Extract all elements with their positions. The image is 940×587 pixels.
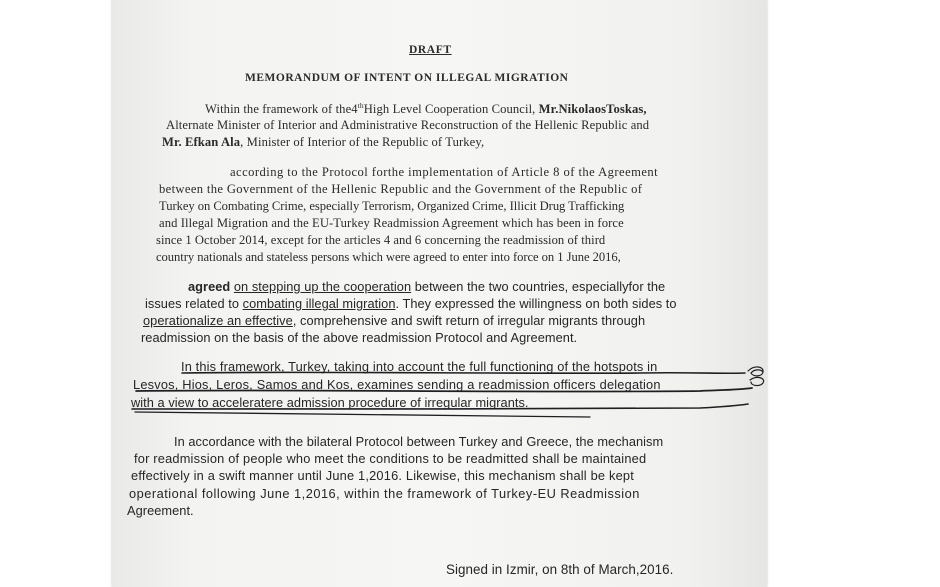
agreed-text: between the two countries, especiallyfor the (411, 279, 666, 294)
protocol-line: and Illegal Migration and the EU-Turkey Readmission Agreement which has been in force (159, 216, 624, 230)
accordance-line: for readmission of people who meet the conditions to be readmitted shall be maintained (134, 451, 647, 466)
protocol-line: country nationals and stateless persons which were agreed to enter into force on 1 June 2016, (156, 250, 621, 264)
protocol-line: Turkey on Combating Crime, especially Terrorism, Organized Crime, Illicit Drug Trafficking (159, 199, 625, 213)
agreed-keyword: agreed (188, 279, 231, 294)
framework-line: with a view to acceleratere admission procedure of irregular migrants. (131, 395, 529, 410)
underlined-phrase: operationalize an effective (143, 313, 293, 328)
intro-text: Within the framework of the (205, 102, 352, 116)
protocol-line: between the Government of the Hellenic Republic and the Government of the Republic of (159, 182, 643, 196)
protocol-line: since 1 October 2014, except for the articles 4 and 6 concerning the readmission of third (156, 233, 606, 247)
minister-name-toskas: Mr.NikolaosToskas, (538, 102, 647, 116)
underlined-phrase: combating illegal migration (242, 296, 396, 311)
intro-line-2: Alternate Minister of Interior and Administrative Reconstruction of the Hellenic Republic and (166, 118, 650, 132)
intro-text: High Level Cooperation Council, (363, 102, 539, 116)
agreed-line-2 (145, 296, 677, 311)
intro-line-3 (162, 135, 484, 150)
accordance-line: effectively in a swift manner until June 1,2016. Likewise, this mechanism shall be kept (131, 468, 634, 483)
accordance-line: operational following June 1,2016, within the framework of Turkey-EU Readmission (129, 486, 640, 501)
framework-line: Lesvos, Hios, Leros, Samos and Kos, examines sending a readmission officers delegation (133, 377, 661, 392)
underlined-phrase: on stepping up the cooperation (233, 279, 412, 294)
ordinal-suffix: th (357, 101, 364, 110)
accordance-line: In accordance with the bilateral Protocol between Turkey and Greece, the mechanism (174, 434, 664, 449)
agreed-line-1 (188, 279, 665, 294)
draft-heading: DRAFT (409, 44, 452, 56)
agreed-line-4: readmission on the basis of the above readmission Protocol and Agreement. (141, 330, 578, 345)
agreed-text: , comprehensive and swift return of irregular migrants through (292, 313, 646, 328)
intro-line-1 (205, 101, 647, 117)
agreed-line-3 (143, 313, 645, 328)
accordance-line: Agreement. (127, 503, 194, 518)
ordinal-number: 4 (351, 102, 358, 116)
signed-place-date: Signed in Izmir, on 8th of March,2016. (446, 562, 674, 577)
document-page (112, 0, 767, 587)
protocol-line: according to the Protocol forthe implementation of Article 8 of the Agreement (230, 165, 659, 179)
minister-name-ala: Mr. Efkan Ala (162, 135, 241, 149)
agreed-text: issues related to (145, 296, 243, 311)
intro-text: , Minister of Interior of the Republic of Turkey, (240, 135, 485, 149)
framework-line: In this framework, Turkey, taking into account the full functioning of the hotspots in (181, 359, 658, 374)
memorandum-title: MEMORANDUM OF INTENT ON ILLEGAL MIGRATION (245, 72, 569, 84)
agreed-text: . They expressed the willingness on both sides to (395, 296, 677, 311)
